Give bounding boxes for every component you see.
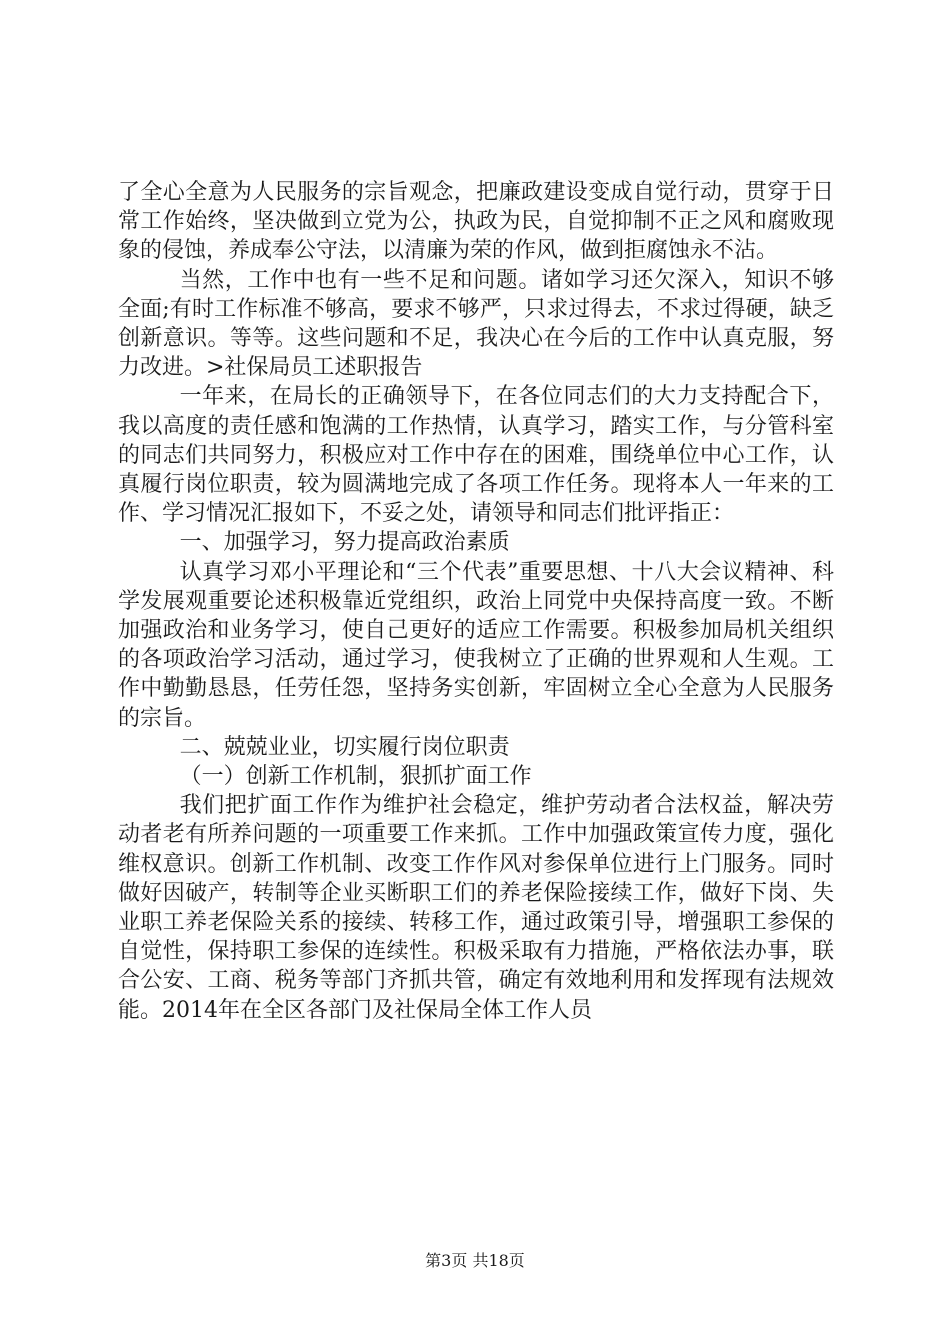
document-body (118, 178, 834, 1025)
subsection-heading-1: （一）创新工作机制，狠抓扩面工作 (179, 764, 532, 790)
section-heading-2: 二、兢兢业业，切实履行岗位职责 (179, 734, 510, 760)
paragraph-3: 一年来，在局长的正确领导下，在各位同志们的大力支持配合下，我以高度的责任感和饱满的工作热情，认真学习，踏实工作，与分管科室的同志们共同努力，积极应对工作中存在的困难，围绕单位中心工作，认真履行岗位职责，较为圆满地完成了各项工作任务。现将本人一年来的工作、学习情况汇报如下，不妥之处，请领导和同志们批评指正： (118, 384, 834, 527)
paragraph-5: 我们把扩面工作作为维护社会稳定，维护劳动者合法权益，解决劳动者老有所养问题的一项重要工作来抓。工作中加强政策宣传力度，强化维权意识。创新工作机制、改变工作作风对参保单位进行上门服务。同时做好因破产，转制等企业买断职工们的养老保险接续工作，做好下岗、失业职工养老保险关系的接续、转移工作，通过政策引导，增强职工参保的自觉性，保持职工参保的连续性。积极采取有力措施，严格依法办事，联合公安、工商、税务等部门齐抓共管，确定有效地利用和发挥现有法规效能。2014年在全区各部门及社保局全体工作人员 (118, 793, 834, 1023)
section-heading-1: 一、加强学习，努力提高政治素质 (179, 530, 510, 556)
paragraph-1: 了全心全意为人民服务的宗旨观念，把廉政建设变成自觉行动，贯穿于日常工作始终，坚决做到立党为公，执政为民，自觉抑制不正之风和腐败现象的侵蚀，养成奉公守法，以清廉为荣的作风，做到拒腐蚀永不沾。 (118, 180, 834, 264)
page-footer: 第3页 共18页 (425, 1251, 525, 1270)
paragraph-4: 认真学习邓小平理论和“三个代表”重要思想、十八大会议精神、科学发展观重要论述积极靠近党组织，政治上同党中央保持高度一致。不断加强政治和业务学习，使自己更好的适应工作需要。积极参加局机关组织的各项政治学习活动，通过学习，使我树立了正确的世界观和人生观。工作中勤勤恳恳，任劳任怨，坚持务实创新，牢固树立全心全意为人民服务的宗旨。 (118, 559, 834, 731)
paragraph-2: 当然，工作中也有一些不足和问题。诸如学习还欠深入，知识不够全面;有时工作标准不够高，要求不够严，只求过得去，不求过得硬，缺乏创新意识。等等。这些问题和不足，我决心在今后的工作中认真克服，努力改进。>社保局员工述职报告 (118, 267, 834, 381)
